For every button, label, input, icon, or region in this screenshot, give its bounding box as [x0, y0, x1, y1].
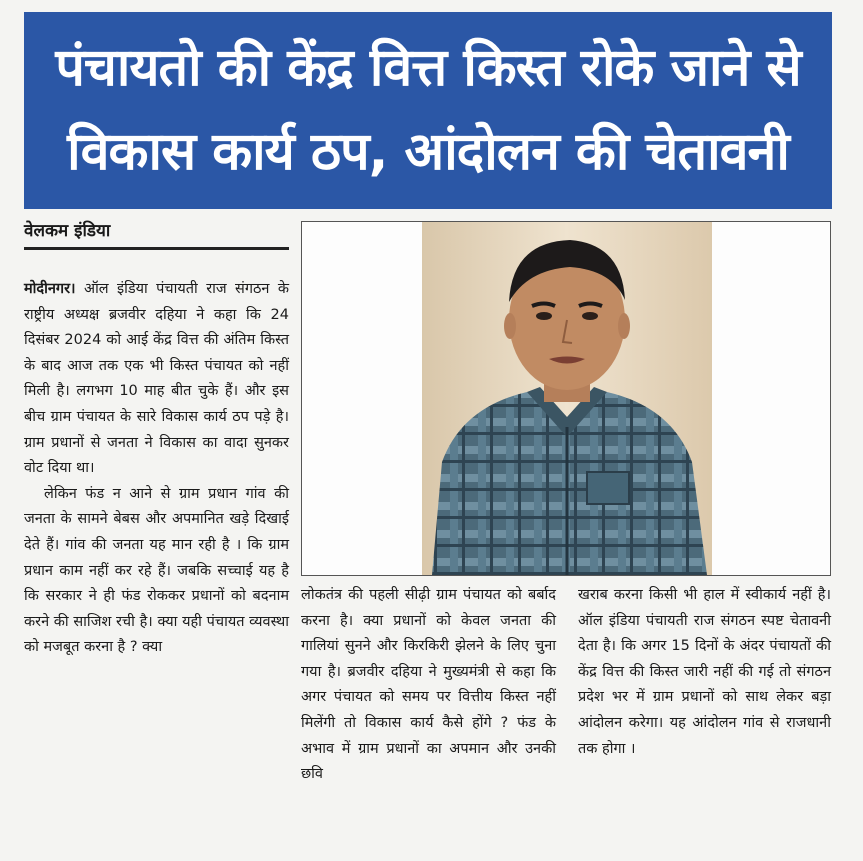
headline-line-1: पंचायतो की केंद्र वित्त किस्त रोके जाने से — [55, 38, 801, 98]
headline-line-2: विकास कार्य ठप, आंदोलन की चेतावनी — [67, 122, 789, 182]
article-column-1 — [24, 277, 289, 661]
byline: वेलकम इंडिया — [24, 218, 289, 250]
paragraph-text: ऑल इंडिया पंचायती राज संगठन के राष्ट्रीय अध्यक्ष ब्रजवीर दहिया ने कहा कि 24 दिसंबर 2024 को आई केंद्र वित्त की अंतिम किस्त के बाद आज तक एक भी किस्त पंचायत को नहीं मिली है। लगभग 10 माह बीत चुके हैं। और इस बीच ग्राम पंचायत के सारे विकास कार्य ठप पड़े है। ग्राम प्रधानों से जनता ने विकास का वादा सुनकर वोट दिया था। — [24, 281, 290, 477]
paragraph: लोकतंत्र की पहली सीढ़ी ग्राम पंचायत को बर्बाद करना है। क्या प्रधानों को केवल जनता की गालियां सुनने और किरकिरी झेलने के लिए चुना गया है। ब्रजवीर दहिया ने मुख्यमंत्री से कहा कि अगर पंचायत को समय पर वित्तीय किस्त नहीं मिलेंगी तो विकास कार्य कैसे होंगे ? फंड के अभाव में ग्राम प्रधानों का अपमान और उनकी छवि — [301, 587, 556, 783]
portrait-illustration — [422, 222, 712, 575]
paragraph — [24, 277, 289, 482]
paragraph: खराब करना किसी भी हाल में स्वीकार्य नहीं है। ऑल इंडिया पंचायती राज संगठन स्पष्ट चेतावनी देता है। कि अगर 15 दिनों के अंदर पंचायतों की केंद्र वित्त की किस्त जारी नहीं की गई तो संगठन प्रदेश भर में ग्राम प्रधानों को साथ लेकर बड़ा आंदोलन करेगा। यह आंदोलन गांव से राजधानी तक होगा । — [578, 587, 831, 757]
dateline: मोदीनगर। — [24, 281, 76, 297]
photo-frame — [301, 221, 831, 576]
portrait-photo — [422, 222, 712, 575]
article-column-2 — [301, 583, 556, 788]
article-column-3 — [578, 583, 831, 762]
headline-banner — [24, 12, 832, 209]
paragraph: लेकिन फंड न आने से ग्राम प्रधान गांव की जनता के सामने बेबस और अपमानित खड़े दिखाई देते हैं। गांव की जनता यह मान रही है । कि ग्राम प्रधान काम नहीं कर रहे हैं। जबकि सच्चाई यह है कि सरकार ने ही फंड रोककर प्रधानों को बदनाम करने की साजिश रची है। क्या यही पंचायत व्यवस्था को मजबूत करना है ? क्या — [24, 485, 289, 656]
